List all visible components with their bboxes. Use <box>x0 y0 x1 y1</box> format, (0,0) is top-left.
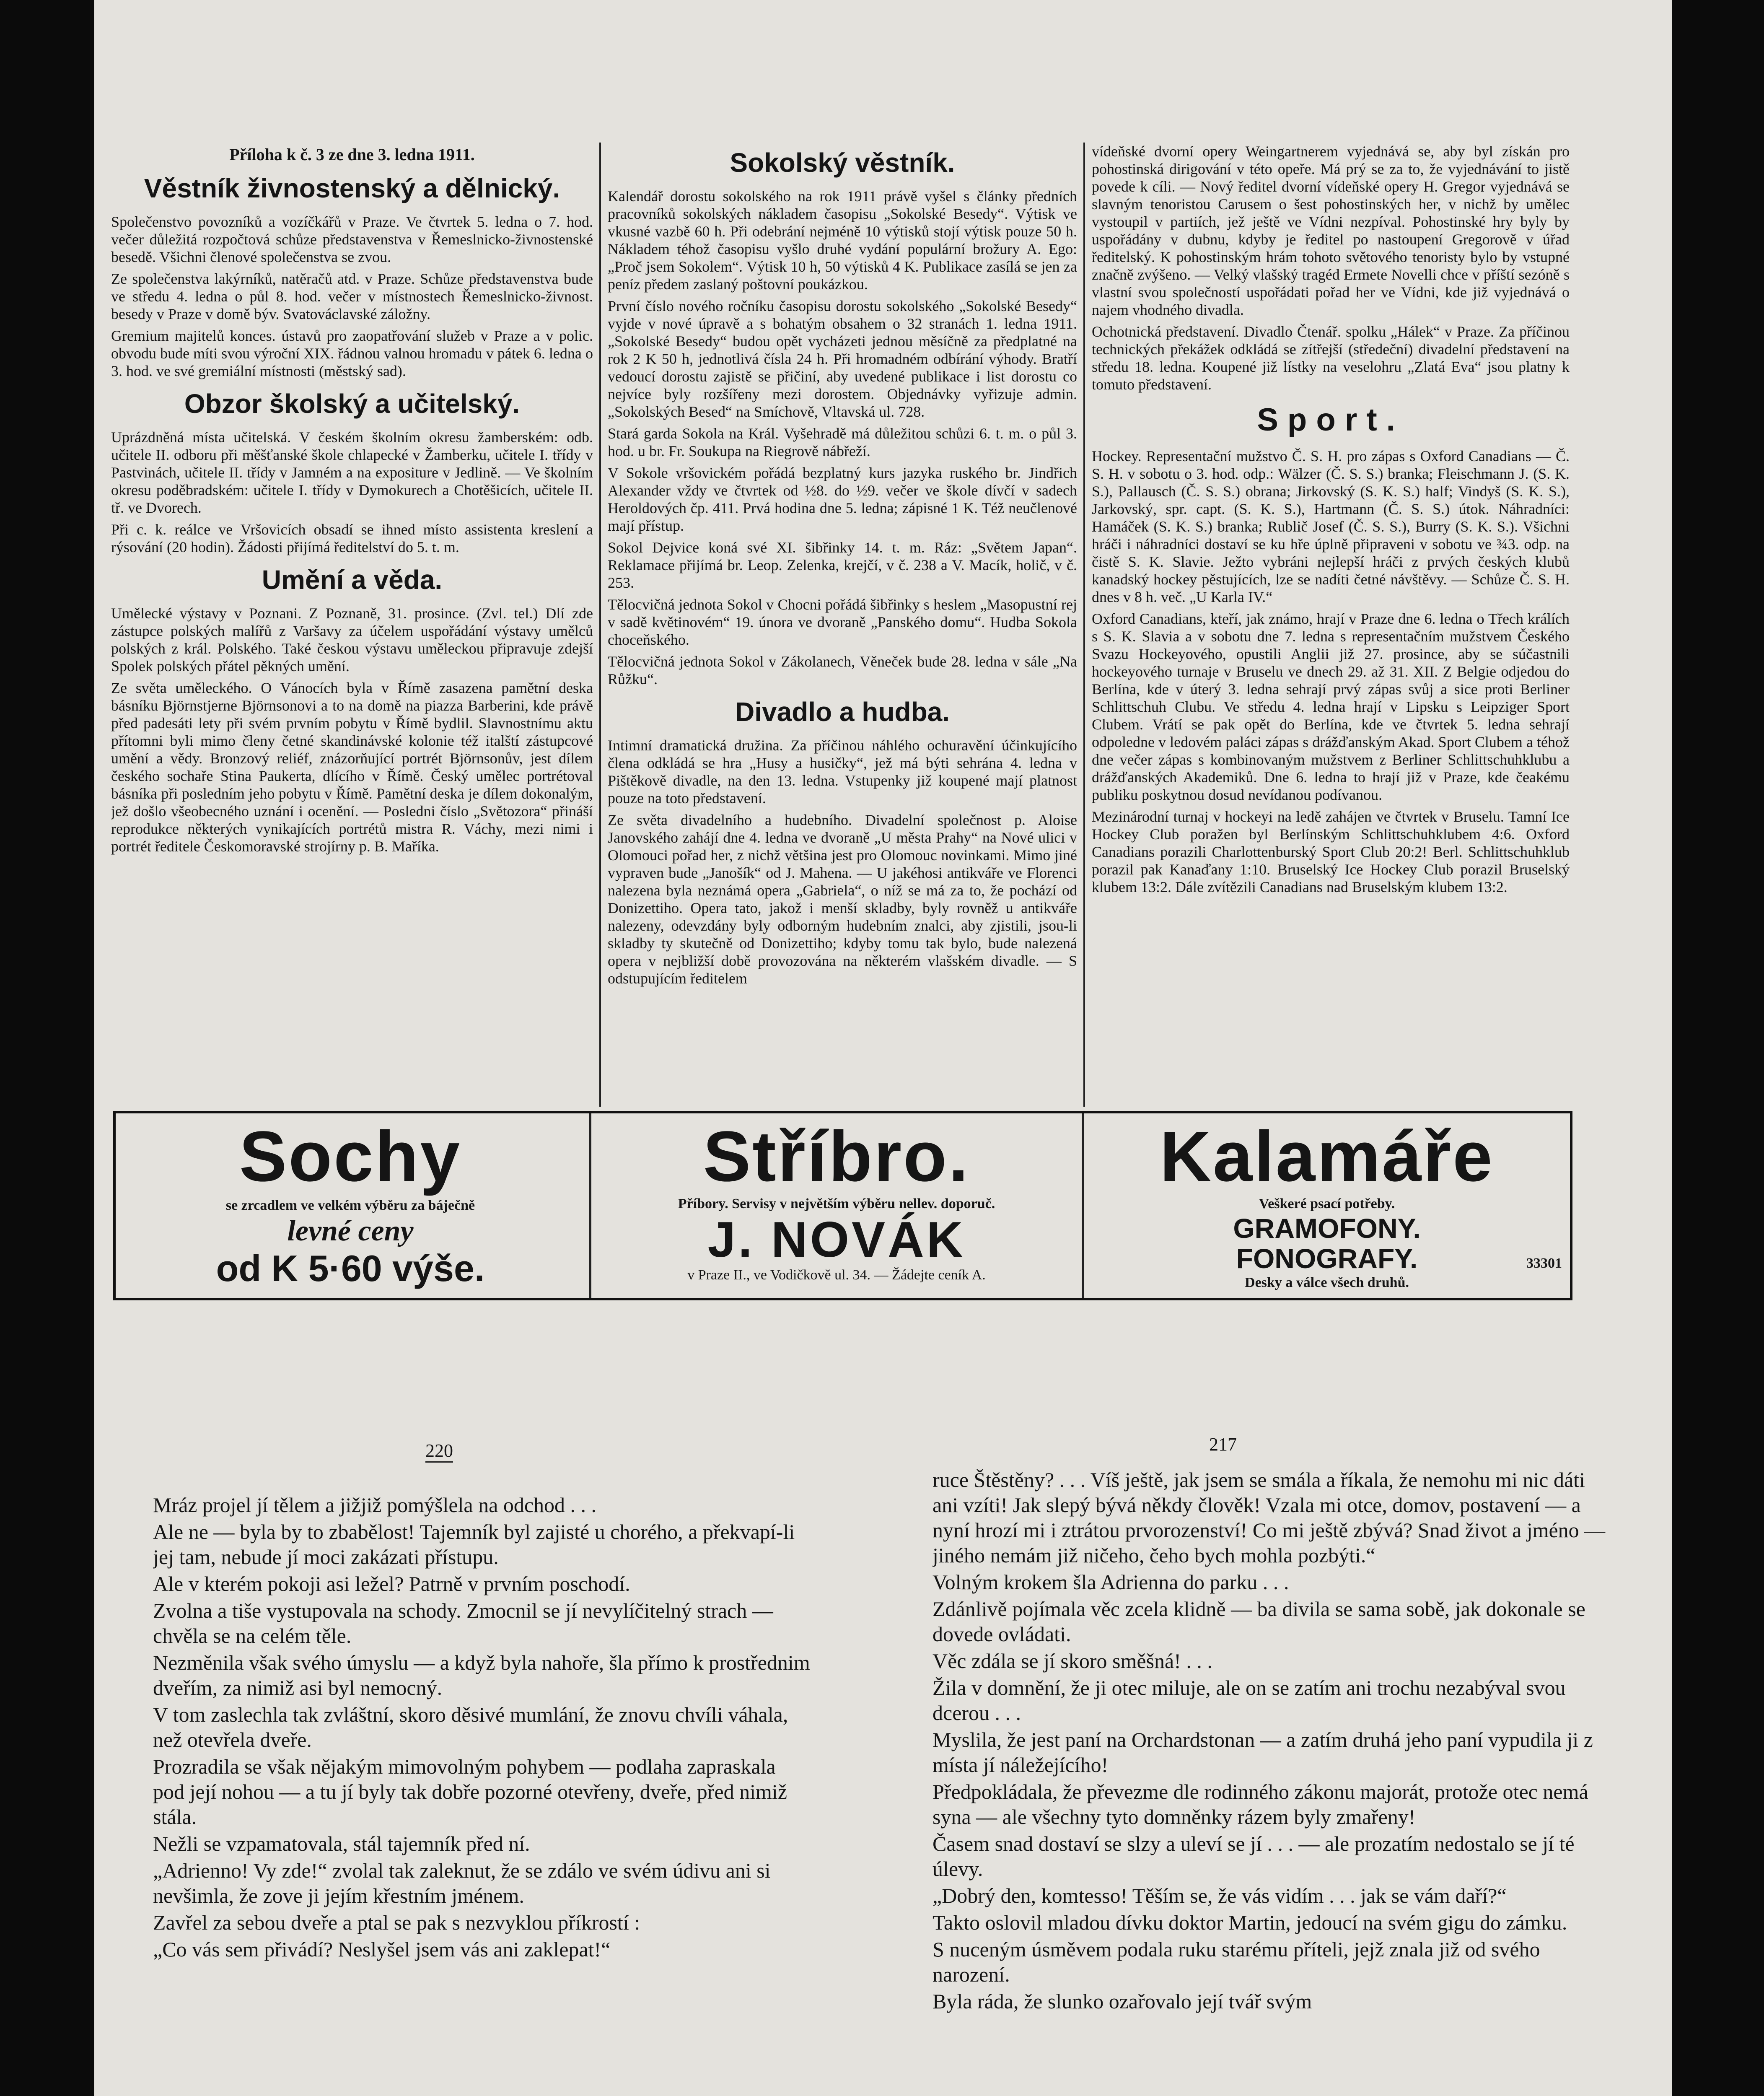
issue-header: Příloha k č. 3 ze dne 3. ledna 1911. <box>229 145 475 164</box>
ad-sochy-line3: od K 5·60 výše. <box>216 1248 485 1289</box>
ad-sochy-title: Sochy <box>239 1117 462 1196</box>
column-divider <box>599 143 601 1107</box>
section-title-school: Obzor školský a učitelský. <box>184 389 520 419</box>
book-paragraph: Zdánlivě pojímala věc zcela klidně — ba divila se sama sobě, jak dokonale se dovede ovládati. <box>933 1597 1585 1646</box>
ad-kalamare-line3: FONOGRAFY. <box>1236 1243 1418 1274</box>
section-title-arts: Umění a věda. <box>262 565 443 595</box>
newspaper-page <box>94 0 1672 2096</box>
ad-kalamare-line4: Desky a válce všech druhů. <box>1245 1275 1409 1290</box>
ad-divider <box>1082 1113 1084 1298</box>
book-paragraph: Věc zdála se jí skoro směšná! . . . <box>933 1649 1212 1673</box>
article-paragraph: vídeňské dvorní opery Weingartnerem vyjednává se, aby byl získán pro pohostinská dirigování v této opeře. Má prý se za to, že vyjednávání to jistě povede k cíli. — Nový ředitel dvorní vídeňské opery H. Gregor vyjednává se slavným tenoristou Carusem o šest pohostinských her, v nichž by umělec vystoupil v partiích, jež ještě ve Vídni nezpíval. Pohostinské hry byly by uspořádány v dubnu, kdyby je ředitel po nastoupení Gregorově v úřad ředitelský. K pohostinským hrám tohoto světového tenoristy bylo by vstupné značně zvýšeno. — Velký vlašský tragéd Ermete Novelli chce v příští sezóně s vlastní svou společností uspořádati pořad her ve Vídni, kde již vyjednává o najem vhodného divadla. <box>1092 143 1570 318</box>
book-paragraph: V tom zaslechla tak zvláštní, skoro děsivé mumlání, že znovu chvíli váhala, než otevřela dveře. <box>153 1703 788 1751</box>
article-paragraph: V Sokole vršovickém pořádá bezplatný kurs jazyka ruského br. Jindřich Alexander vždy ve čtvrtek od ½8. do ½9. večer ve škole dívčí v sadech Heroldových čp. 411. Prvá hodina dne 5. ledna; zápisné 1 K. Též neučlenové mají přístup. <box>608 464 1077 534</box>
article-paragraph: Hockey. Representační mužstvo Č. S. H. pro zápas s Oxford Canadians — Č. S. H. v sobotu o 3. hod. odp.: Wälzer (Č. S. S.) branka; Fleischmann J. (S. K. S.), Pallausch (Č. S. S.) obrana; Jirkovský (S. K. S.) half; Vindyš (S. K. S.), Jarkovský, spr. capt. (S. K. S.), Hartmann (Č. S. S.) útok. Náhradníci: Hamáček (S. K. S.) branka; Rublič Josef (Č. S. S.), Burry (S. K. S.). Všichni hráči i náhradníci dostaví se ku hře úplně připraveni v sobotu ve ¾3. odp. na čistě S. K. Slavie. Ježto vybráni nejlepší hráči z prvých českých klubů kanadský hockey pěstujících, lze se nadíti četné návštěvy. — Schůze Č. S. H. dnes v 8 h. več. „U Karla IV.“ <box>1092 448 1570 605</box>
article-paragraph: Ze společenstva lakýrníků, natěračů atd. v Praze. Schůze představenstva bude ve středu 4. ledna o půl 8. hod. večer v místnostech Řemeslnicko-živnost. besedy v Praze v domě býv. Svatováclavské záložny. <box>111 270 593 322</box>
article-paragraph: Stará garda Sokola na Král. Vyšehradě má důležitou schůzi 6. t. m. o půl 3. hod. u br. Fr. Soukupa na Riegrově nábřeží. <box>608 425 1077 459</box>
book-paragraph: Ale ne — byla by to zbabělost! Tajemník byl zajisté u chorého, a překvapí-li jej tam, nebude jí moci zakázati přístupu. <box>153 1520 795 1569</box>
ad-kalamare <box>1086 1113 1568 1298</box>
book-paragraph: „Dobrý den, komtesso! Těším se, že vás vidím . . . jak se vám daří?“ <box>933 1884 1507 1907</box>
book-paragraph: Volným krokem šla Adrienna do parku . . . <box>933 1570 1289 1594</box>
article-paragraph: Mezinárodní turnaj v hockeyi na ledě zahájen ve čtvrtek v Bruselu. Tamní Ice Hockey Club poražen byl Berlínským Schlittschuhklubem 4:6. Oxford Canadians porazili Charlottenburský Sport Club 20:2! Berl. Schlittschuhklub porazil pak Kanaďany 1:10. Bruselský Ice Hockey Club porazil Bruselský klubem 13:2. Dále zvítězili Canadians nad Bruselským klubem 13:2. <box>1092 808 1570 895</box>
ad-sochy-line1: se zrcadlem ve velkém výběru za báječně <box>225 1198 475 1213</box>
page-number-right: 217 <box>1209 1434 1237 1455</box>
article-paragraph: Oxford Canadians, kteří, jak známo, hrají v Praze dne 6. ledna o Třech králích s S. K. Slavia a v sobotu dne 7. ledna s representačním mužstvem Českého Svazu Hockeyového, opustili Anglii již 27. prosince, aby se súčastnili hockeyového turnaje v Bruselu ve dnech 29. až 31. XII. Z Belgie odjedou do Berlína, kde v úterý 3. ledna sehrají prvý zápas svůj a sice proti Berliner Schlittschuh Clubu. Ve středu 4. ledna hrají v Lipsku s Leipziger Sport Clubem. Vrátí se pak opět do Berlína, kde ve čtvrtek 5. ledna sehrají odpoledne v ledovém paláci zápas s drážďanským Akad. Sport Clubem a téhož dne večer zápas s kombinovaným mužstvem z Berliner Schlittschuhklubu a drážďanských Akademiků. Dne 6. ledna to hrají již v Praze, kde čeakému publiku poskytnou dosud nevídanou podívanou. <box>1092 610 1570 803</box>
article-paragraph: Kalendář dorostu sokolského na rok 1911 právě vyšel s články předních pracovníků sokolských nákladem časopisu „Sokolské Besedy“. Výtisk ve vkusné vazbě 60 h. Při odebrání nejméně 10 výtisků stojí výtisk pouze 50 h. Nákladem téhož časopisu vyšlo druhé vydání populární brožury A. Ego: „Proč jsem Sokolem“. Výtisk 10 h, 50 výtisků 4 K. Publikace zasílá se jen za peníz předem zaslaný poštovní poukázkou. <box>608 188 1077 293</box>
ad-stribro-line1: Příbory. Servisy v největším výběru nellev. doporuč. <box>678 1196 995 1211</box>
article-paragraph: Uprázdněná místa učitelská. V českém školním okresu žamberském: odb. učitele II. odboru při měšťanské škole chlapecké v Žamberku, učitele I. třídy v Pastvinách, učitele II. třídy v Jamném a na expositure v Jedlině. — Ve školním okresu poděbradském: učitele I. třídy v Dymokurech a Chotěšicích, učitele II. tř. ve Dvorech. <box>111 429 593 516</box>
article-paragraph: Společenstvo povozníků a vozíčkářů v Praze. Ve čtvrtek 5. ledna o 7. hod. večer důležitá rozpočtová schůze představenstva v Řemeslnicko-živnostenské besedě. Všichni členové společenstva se zvou. <box>111 213 593 265</box>
column-left <box>111 145 593 1109</box>
book-paragraph: Prozradila se však nějakým mimovolným pohybem — podlaha zapraskala pod její nohou — a tu jí byly tak dobře pozorné otevřeny, dveře, před nimiž stála. <box>153 1755 787 1829</box>
ad-kalamare-title: Kalamáře <box>1160 1117 1494 1196</box>
book-paragraph: Časem snad dostaví se slzy a uleví se jí . . . — ale prozatím nedostalo se jí té úlevy. <box>933 1832 1575 1881</box>
section-title-trade: Věstník živnostenský a dělnický. <box>144 173 560 203</box>
book-paragraph: Ale v kterém pokoji asi ležel? Patrně v prvním poschodí. <box>153 1572 630 1595</box>
book-paragraph: Zvolna a tiše vystupovala na schody. Zmocnil se jí nevylíčitelný strach — chvěla se na celém těle. <box>153 1599 773 1647</box>
article-paragraph: Tělocvičná jednota Sokol v Zákolanech, Věneček bude 28. ledna v sále „Na Růžku“. <box>608 653 1077 687</box>
book-page-left <box>153 1492 811 2096</box>
book-paragraph: „Adrienno! Vy zde!“ zvolal tak zaleknut, že se zdálo ve svém údivu ani si nevšimla, že zove ji jejím křestním jménem. <box>153 1859 771 1907</box>
article-paragraph: Při c. k. reálce ve Vršovicích obsadí se ihned místo assistenta kreslení a rýsování (20 hodin). Žádosti přijímá ředitelství do 5. t. m. <box>111 521 593 555</box>
ad-kalamare-code: 33301 <box>1526 1256 1562 1271</box>
book-paragraph: Nežli se vzpamatovala, stál tajemník před ní. <box>153 1832 530 1855</box>
column-right <box>1092 143 1570 1107</box>
ad-kalamare-line1: Veškeré psací potřeby. <box>1259 1196 1395 1211</box>
book-paragraph: Předpokládala, že převezme dle rodinného zákonu majorát, protože otec nemá syna — ale všechny tyto domněnky rázem byly zmařeny! <box>933 1780 1588 1829</box>
book-paragraph: Takto oslovil mladou dívku doktor Martin, jedoucí na svém gigu do zámku. <box>933 1911 1567 1934</box>
column-divider <box>1083 143 1085 1107</box>
ad-kalamare-line2: GRAMOFONY. <box>1233 1213 1421 1244</box>
column-middle <box>608 145 1077 1109</box>
book-paragraph: S nuceným úsměvem podala ruku starému příteli, jejž znala již od svého narození. <box>933 1938 1540 1986</box>
book-paragraph: „Co vás sem přivádí? Neslyšel jsem vás ani zaklepat!“ <box>153 1938 611 1961</box>
ad-stribro-title: Stříbro. <box>703 1117 970 1196</box>
book-paragraph: Zavřel za sebou dveře a ptal se pak s nezvyklou příkrostí : <box>153 1911 640 1934</box>
article-paragraph: Intimní dramatická družina. Za příčinou náhlého ochuravění účinkujícího člena odkládá se hra „Husy a husičky“, jež má býti sehrána 4. ledna v Pištěkově divadle, na den 13. ledna. Vstupenky již koupené mají platnost pouze na toto představení. <box>608 737 1077 807</box>
article-paragraph: Ze světa uměleckého. O Vánocích byla v Římě zasazena pamětní deska básníku Björnstjerne Björnsonovi a to na domě na piazza Barberini, kde právě před padesáti lety při svém prvním pobytu v Římě bydlil. Slavnostnímu aktu přítomni byli mimo členy četné skandinávské kolonie též italští zástupcové umění a vědy. Bronzový reliéf, znázorňující portrét Björnsonův, jest dílem českého sochaře Stina Paukerta, dlícího v Římě. Český umělec portrétoval básníka při posledním jeho pobytu v Římě. Pamětní deska je dílem dokonalým, jež došlo všeobecného uznání i ocenění. — Posledni číslo „Světozora“ přináší reprodukce některých vynikajících portrétů mistra R. Váchy, mezi nimi i portrét ředitele Českomoravské strojírny p. B. Maříka. <box>111 680 593 855</box>
advertisement-box <box>113 1111 1572 1300</box>
article-paragraph: Sokol Dejvice koná své XI. šibřinky 14. t. m. Ráz: „Světem Japan“. Reklamace přijímá br. Leop. Zelenka, krejčí, v č. 238 a V. Macík, holič, v č. 253. <box>608 539 1077 591</box>
section-title-theatre: Divadlo a hudba. <box>735 697 950 727</box>
article-paragraph: Tělocvičná jednota Sokol v Chocni pořádá šibřinky s heslem „Masopustní rej v sadě květinovém“ 19. února ve dvoraně „Panského domu“. Hudba Sokola choceňského. <box>608 596 1077 648</box>
book-paragraph: Byla ráda, že slunko ozařovalo její tvář svým <box>933 1990 1312 2013</box>
book-paragraph: ruce Štěstěny? . . . Víš ještě, jak jsem se smála a říkala, že nemohu mi nic dáti ani vzíti! Jak slepý bývá někdy člověk! Vzala mi otce, domov, postavení — a nyní hrozí mi i ztrátou prvorozenství! Co mi ještě zbývá? Snad život a jméno — jiného nemám již ničeho, čeho bych mohla pozbýti.“ <box>933 1468 1606 1567</box>
article-paragraph: Ochotnická představení. Divadlo Čtenář. spolku „Hálek“ v Praze. Za příčinou technických překážek odkládá se zítřejší (středeční) divadelní představení na středu 18. ledna. Koupené již lístky na veselohru „Zlatá Eva“ jsou platny k tomuto představení. <box>1092 323 1570 393</box>
section-title-sport: Sport. <box>1257 402 1404 438</box>
book-paragraph: Mráz projel jí tělem a jižjiž pomýšlela na odchod . . . <box>153 1493 597 1517</box>
book-page-right <box>933 1467 1611 2096</box>
section-title-sokol: Sokolský věstník. <box>730 148 955 178</box>
article-paragraph: Gremium majitelů konces. ústavů pro zaopatřování služeb v Praze a v polic. obvodu bude míti svou výroční XIX. řádnou valnou hromadu v pátek 6. ledna o 3. hod. ve své gremiální místnosti (městský sad). <box>111 327 593 379</box>
ad-stribro <box>593 1113 1080 1298</box>
ad-divider <box>589 1113 591 1298</box>
book-paragraph: Žila v domnění, že ji otec miluje, ale on se zatím ani trochu nezabýval svou dcerou . . . <box>933 1676 1566 1725</box>
book-paragraph: Myslila, že jest paní na Orchardstonan — a zatím druhá jeho paní vypudila ji z místa jí náležejícího! <box>933 1728 1593 1777</box>
page-number-left: 220 <box>425 1440 453 1463</box>
article-paragraph: Ze světa divadelního a hudebního. Divadelní společnost p. Aloise Janovského zahájí dne 4. ledna ve dvoraně „U města Prahy“ na Nové ulici v Olomouci pořad her, z nichž většina jest pro Olomouc novinkami. Mimo jiné vypraven bude „Janošík“ od J. Mahena. — U jakéhosi antikváře ve Florenci nalezena byla neznámá opera „Gabriela“, o níž se má za to, že pochází od Donizettiho. Opera tato, jakož i menší skladby, byly rovněž u antikváře nalezeny, odevzdány byly odborným hudebním znalci, aby zjistili, jsou-li skladby ty skutečně od Donizettiho; kdyby tomu tak bylo, bude nalezená opera v nejbližší době provozována na některém vlašském divadle. — S odstupujícím ředitelem <box>608 812 1077 987</box>
book-paragraph: Nezměnila však svého úmyslu — a když byla nahoře, šla přímo k prostřednim dveřím, za nimiž asi byl nemocný. <box>153 1651 810 1699</box>
ad-sochy-line2: levné ceny <box>287 1215 414 1247</box>
article-paragraph: Umělecké výstavy v Poznani. Z Poznaně, 31. prosince. (Zvl. tel.) Dlí zde zástupce polských malířů z Varšavy za účelem uspořádání výstavy umělců polských z král. Polského. Také českou výstavu uměleckou připravuje zdejší Spolek polských přátel pěkných umění. <box>111 605 593 674</box>
article-paragraph: První číslo nového ročníku časopisu dorostu sokolského „Sokolské Besedy“ vyjde v nové úpravě a s bohatým obsahem o 32 stranách 1. ledna 1911. „Sokolské Besedy“ budou opět vycházeti jednou měsíčně za předplatné na rok 2 K 50 h, jednotlivá čísla 24 h. Při hromadném odbírání výhody. Bratří vedoucí dorostu zajistě se přičiní, aby uvedené publikace i list dorostu co nejvíce byly rozšířeny mezi dorostem. Objednávky vyřizuje admin. „Sokolských Besed“ na Smíchově, Vltavská ul. 728. <box>608 298 1077 420</box>
ad-stribro-line2: v Praze II., ve Vodičkově ul. 34. — Žádejte ceník A. <box>687 1267 986 1283</box>
ad-sochy <box>116 1113 585 1298</box>
ad-stribro-name: J. NOVÁK <box>707 1211 966 1268</box>
